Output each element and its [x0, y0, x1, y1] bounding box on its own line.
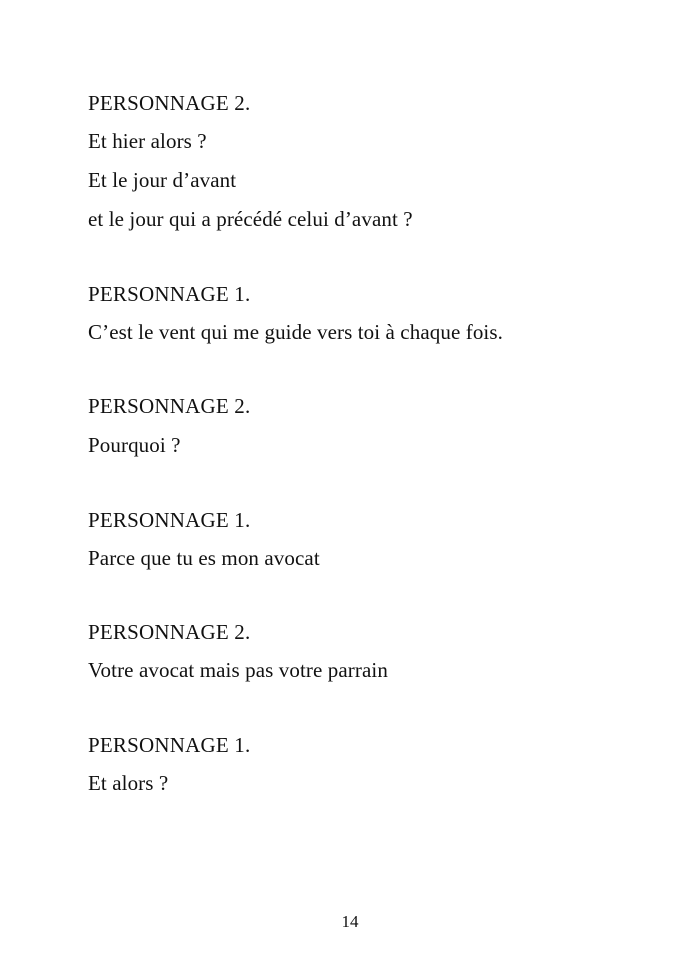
- speaker-label: PERSONNAGE 2.: [88, 620, 251, 644]
- speaker-label: PERSONNAGE 2.: [88, 91, 251, 115]
- dialogue-line: C’est le vent qui me guide vers toi à chaque fois.: [88, 320, 503, 344]
- dialogue-line: Et hier alors ?: [88, 129, 207, 153]
- speaker-label: PERSONNAGE 1.: [88, 508, 251, 532]
- page-number: 14: [341, 912, 359, 931]
- speaker-label: PERSONNAGE 2.: [88, 394, 251, 418]
- dialogue-line: Et alors ?: [88, 771, 169, 795]
- dialogue-line: Parce que tu es mon avocat: [88, 546, 320, 570]
- speaker-label: PERSONNAGE 1.: [88, 282, 251, 306]
- dialogue-line: Pourquoi ?: [88, 433, 181, 457]
- dialogue-line: et le jour qui a précédé celui d’avant ?: [88, 207, 413, 231]
- speaker-label: PERSONNAGE 1.: [88, 733, 251, 757]
- dialogue-line: Votre avocat mais pas votre parrain: [88, 658, 388, 682]
- dialogue-line: Et le jour d’avant: [88, 168, 237, 192]
